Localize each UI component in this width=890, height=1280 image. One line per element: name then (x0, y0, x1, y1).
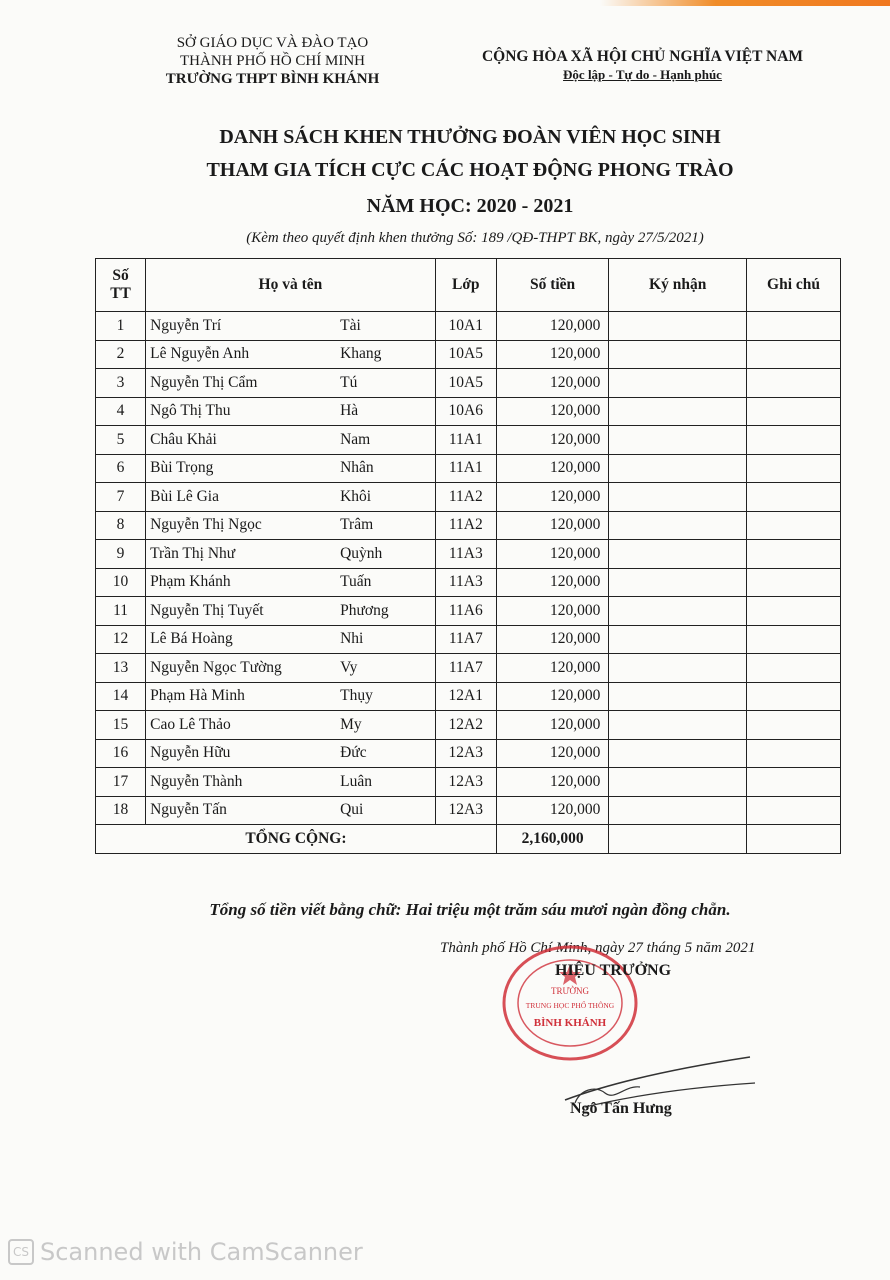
camscanner-logo-icon: CS (8, 1239, 34, 1265)
row-tt: 8 (96, 511, 146, 540)
principal-title: HIỆU TRƯỞNG (555, 962, 672, 979)
row-note-cell (747, 796, 841, 825)
row-amount: 120,000 (496, 511, 608, 540)
row-note-cell (747, 768, 841, 797)
row-surname: Nguyễn Thị Cẩm (150, 373, 258, 391)
table-row (96, 340, 841, 369)
row-sign-cell (609, 426, 747, 455)
row-note-cell (747, 540, 841, 569)
row-sign-cell (609, 597, 747, 626)
row-sign-cell (609, 340, 747, 369)
row-given-name: Trâm (340, 516, 374, 534)
stamp-text-top: TRƯỜNG (551, 986, 589, 996)
row-surname: Lê Bá Hoàng (150, 630, 233, 648)
row-amount: 120,000 (496, 483, 608, 512)
row-given-name: Tài (340, 316, 361, 334)
row-note-cell (747, 711, 841, 740)
table-row (96, 597, 841, 626)
row-note-cell (747, 426, 841, 455)
row-tt: 5 (96, 426, 146, 455)
row-given-name: Vy (340, 658, 358, 676)
city-line: THÀNH PHỐ HỒ CHÍ MINH (180, 53, 365, 69)
row-name (146, 540, 436, 569)
doc-title-line1: DANH SÁCH KHEN THƯỞNG ĐOÀN VIÊN HỌC SINH (219, 126, 721, 148)
row-amount: 120,000 (496, 369, 608, 398)
row-note-cell (747, 340, 841, 369)
row-sign-cell (609, 711, 747, 740)
decision-reference: (Kèm theo quyết định khen thưởng Số: 189 /QĐ-THPT BK, ngày 27/5/2021) (246, 230, 704, 246)
total-label: TỔNG CỘNG: (96, 825, 497, 854)
table-row (96, 511, 841, 540)
row-class: 10A5 (435, 340, 496, 369)
table-row (96, 369, 841, 398)
row-given-name: Luân (340, 772, 372, 790)
row-name (146, 312, 436, 341)
row-sign-cell (609, 454, 747, 483)
row-given-name: Đức (340, 744, 367, 762)
row-surname: Lê Nguyễn Anh (150, 345, 250, 363)
row-name (146, 511, 436, 540)
table-row (96, 768, 841, 797)
camscanner-text: Scanned with CamScanner (40, 1238, 363, 1266)
row-sign-cell (609, 796, 747, 825)
row-tt: 6 (96, 454, 146, 483)
row-surname: Nguyễn Thành (150, 772, 243, 790)
row-surname: Ngô Thị Thu (150, 402, 231, 420)
row-sign-cell (609, 568, 747, 597)
row-amount: 120,000 (496, 340, 608, 369)
row-name (146, 682, 436, 711)
row-name (146, 739, 436, 768)
row-surname: Phạm Khánh (150, 573, 231, 591)
row-name (146, 483, 436, 512)
col-header-name: Họ và tên (146, 259, 436, 312)
row-sign-cell (609, 540, 747, 569)
row-tt: 12 (96, 625, 146, 654)
row-note-cell (747, 397, 841, 426)
row-amount: 120,000 (496, 540, 608, 569)
row-tt: 7 (96, 483, 146, 512)
row-amount: 120,000 (496, 426, 608, 455)
row-given-name: Quỳnh (340, 544, 383, 562)
row-surname: Nguyễn Hữu (150, 744, 231, 762)
row-surname: Châu Khải (150, 430, 217, 448)
row-tt: 2 (96, 340, 146, 369)
row-given-name: My (340, 715, 362, 733)
row-class: 12A3 (435, 796, 496, 825)
row-class: 11A2 (435, 511, 496, 540)
row-given-name: Hà (340, 402, 359, 420)
row-amount: 120,000 (496, 397, 608, 426)
row-given-name: Qui (340, 801, 364, 819)
row-note-cell (747, 739, 841, 768)
row-sign-cell (609, 511, 747, 540)
row-sign-cell (609, 654, 747, 683)
row-class: 11A3 (435, 568, 496, 597)
row-name (146, 654, 436, 683)
stamp-text-mid: TRUNG HỌC PHỔ THÔNG (525, 1001, 615, 1010)
col-header-ghi: Ghi chú (747, 259, 841, 312)
row-given-name: Khang (340, 345, 382, 363)
row-surname: Nguyễn Trí (150, 316, 222, 334)
scan-edge-strip (600, 0, 890, 6)
table-row (96, 426, 841, 455)
table-row (96, 397, 841, 426)
row-sign-cell (609, 483, 747, 512)
republic-line: CỘNG HÒA XÃ HỘI CHỦ NGHĨA VIỆT NAM (481, 48, 804, 65)
total-sign-cell (609, 825, 747, 854)
row-name (146, 711, 436, 740)
row-given-name: Tú (340, 373, 358, 391)
row-tt: 9 (96, 540, 146, 569)
table-row (96, 625, 841, 654)
row-surname: Nguyễn Thị Tuyết (150, 601, 264, 619)
row-amount: 120,000 (496, 312, 608, 341)
row-tt: 17 (96, 768, 146, 797)
table-header-row (96, 259, 841, 312)
col-header-lop: Lớp (435, 259, 496, 312)
row-tt: 15 (96, 711, 146, 740)
place-date: Thành phố Hồ Chí Minh, ngày 27 tháng 5 năm 2021 (440, 940, 756, 956)
row-class: 12A3 (435, 739, 496, 768)
row-note-cell (747, 369, 841, 398)
reward-table (95, 258, 841, 854)
row-surname: Phạm Hà Minh (150, 687, 245, 705)
col-header-tien: Số tiền (496, 259, 608, 312)
row-given-name: Nhân (340, 459, 374, 477)
row-name (146, 768, 436, 797)
row-class: 10A5 (435, 369, 496, 398)
row-given-name: Nhi (340, 630, 364, 648)
row-class: 11A2 (435, 483, 496, 512)
row-class: 12A1 (435, 682, 496, 711)
row-amount: 120,000 (496, 796, 608, 825)
school-year: NĂM HỌC: 2020 - 2021 (366, 195, 574, 217)
row-tt: 11 (96, 597, 146, 626)
row-surname: Bùi Trọng (150, 459, 214, 477)
row-given-name: Tuấn (340, 573, 372, 591)
row-amount: 120,000 (496, 682, 608, 711)
row-class: 11A6 (435, 597, 496, 626)
header-right (470, 48, 815, 84)
row-tt: 18 (96, 796, 146, 825)
stamp-text-name: BÌNH KHÁNH (533, 1017, 607, 1029)
amount-in-words: Tổng số tiền viết bằng chữ: Hai triệu một trăm sáu mươi ngàn đồng chẵn. (209, 900, 731, 919)
row-class: 11A7 (435, 625, 496, 654)
table-row (96, 454, 841, 483)
row-class: 10A6 (435, 397, 496, 426)
row-note-cell (747, 597, 841, 626)
row-sign-cell (609, 397, 747, 426)
table-row (96, 654, 841, 683)
row-class: 11A3 (435, 540, 496, 569)
total-row (96, 825, 841, 854)
row-sign-cell (609, 682, 747, 711)
row-class: 12A2 (435, 711, 496, 740)
row-sign-cell (609, 369, 747, 398)
row-amount: 120,000 (496, 711, 608, 740)
row-name (146, 340, 436, 369)
row-surname: Cao Lê Thảo (150, 715, 231, 733)
table-row (96, 568, 841, 597)
col-header-tt: Số TT (96, 259, 146, 312)
row-tt: 14 (96, 682, 146, 711)
row-surname: Trần Thị Như (150, 544, 236, 562)
row-amount: 120,000 (496, 454, 608, 483)
row-surname: Nguyễn Tấn (150, 801, 227, 819)
row-name (146, 454, 436, 483)
table-row (96, 312, 841, 341)
row-class: 12A3 (435, 768, 496, 797)
row-amount: 120,000 (496, 568, 608, 597)
row-amount: 120,000 (496, 654, 608, 683)
row-tt: 3 (96, 369, 146, 398)
total-note-cell (747, 825, 841, 854)
row-note-cell (747, 625, 841, 654)
table-row (96, 796, 841, 825)
row-tt: 4 (96, 397, 146, 426)
table-row (96, 483, 841, 512)
row-given-name: Nam (340, 430, 371, 448)
table-row (96, 540, 841, 569)
school-line: TRƯỜNG THPT BÌNH KHÁNH (165, 71, 380, 87)
row-sign-cell (609, 312, 747, 341)
row-name (146, 426, 436, 455)
row-name (146, 796, 436, 825)
header-left (150, 34, 395, 88)
row-note-cell (747, 682, 841, 711)
row-note-cell (747, 568, 841, 597)
ministry-line: SỞ GIÁO DỤC VÀ ĐÀO TẠO (176, 35, 369, 51)
principal-name: Ngô Tấn Hưng (570, 1100, 672, 1117)
row-tt: 10 (96, 568, 146, 597)
row-class: 10A1 (435, 312, 496, 341)
row-surname: Nguyễn Thị Ngọc (150, 516, 262, 534)
col-header-ky: Ký nhận (609, 259, 747, 312)
row-class: 11A1 (435, 454, 496, 483)
motto-line: Độc lập - Tự do - Hạnh phúc (563, 67, 722, 82)
row-sign-cell (609, 739, 747, 768)
row-surname: Nguyễn Ngọc Tường (150, 658, 282, 676)
table-row (96, 739, 841, 768)
row-surname: Bùi Lê Gia (150, 487, 219, 505)
row-given-name: Thụy (340, 687, 373, 705)
row-given-name: Khôi (340, 487, 372, 505)
row-tt: 13 (96, 654, 146, 683)
row-note-cell (747, 454, 841, 483)
row-name (146, 397, 436, 426)
row-note-cell (747, 312, 841, 341)
row-amount: 120,000 (496, 625, 608, 654)
doc-title-line2: THAM GIA TÍCH CỰC CÁC HOẠT ĐỘNG PHONG TRÀO (206, 159, 734, 181)
row-given-name: Phương (340, 601, 389, 619)
row-class: 11A1 (435, 426, 496, 455)
camscanner-watermark (8, 1238, 363, 1266)
row-amount: 120,000 (496, 597, 608, 626)
row-sign-cell (609, 768, 747, 797)
total-value: 2,160,000 (496, 825, 608, 854)
row-tt: 16 (96, 739, 146, 768)
row-sign-cell (609, 625, 747, 654)
row-amount: 120,000 (496, 768, 608, 797)
row-tt: 1 (96, 312, 146, 341)
row-note-cell (747, 483, 841, 512)
row-name (146, 625, 436, 654)
row-note-cell (747, 654, 841, 683)
table-row (96, 682, 841, 711)
row-name (146, 568, 436, 597)
row-class: 11A7 (435, 654, 496, 683)
row-name (146, 597, 436, 626)
row-amount: 120,000 (496, 739, 608, 768)
row-name (146, 369, 436, 398)
row-note-cell (747, 511, 841, 540)
table-row (96, 711, 841, 740)
